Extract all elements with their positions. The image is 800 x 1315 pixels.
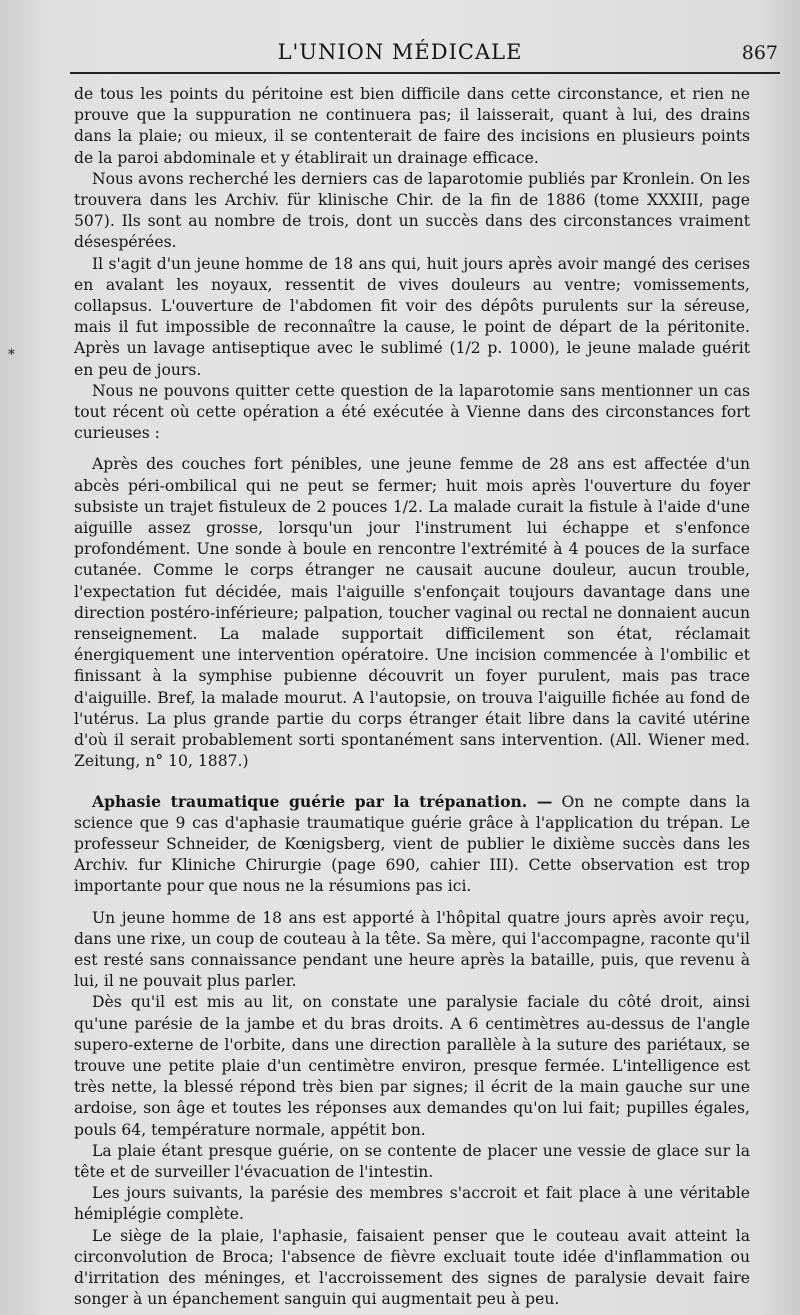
paragraph-9: La plaie étant presque guérie, on se contente de placer une vessie de glace sur la tête et de surveiller l'évacuation de l'intestin.	[74, 1141, 750, 1181]
running-title: L'UNION MÉDICALE	[277, 40, 523, 64]
paragraph-6-text: On ne compte dans la science que 9 cas d'aphasie traumatique guérie grâce à l'application du trépan. Le professeur Schneider, de Kœnigsberg, vient de publier le dixième succès dans les Archiv. fur Kliniche Chirurgie (page 690, cahier III). Cette observation est trop importante pour que nous ne la résumions pas ici.	[74, 792, 751, 896]
paragraph-4: Nous ne pouvons quitter cette question de la laparotomie sans mentionner un cas tout récent où cette opération a été exécutée à Vienne dans des circonstances fort curieuses :	[74, 381, 750, 443]
page-number: 867	[741, 42, 778, 64]
paragraph-2: Nous avons recherché les derniers cas de laparotomie publiés par Kronlein. On les trouvera dans les Archiv. für klinische Chir. de la fin de 1886 (tome XXXIII, page 507). Ils sont au nombre de trois, dont un succès dans des circonstances vraiment désespérées.	[74, 169, 750, 252]
page-header	[0, 36, 800, 70]
section-heading: Aphasie traumatique guérie par la trépanation. —	[92, 791, 553, 811]
article-body	[74, 84, 750, 1310]
paragraph-5: Après des couches fort pénibles, une jeune femme de 28 ans est affectée d'un abcès péri-ombilical qui ne peut se fermer; huit mois après l'ouverture du foyer subsiste un trajet fistuleux de 2 pouces 1/2. La malade curait la fistule à l'aide d'une aiguille assez grosse, lorsqu'un jour l'instrument lui échappe et s'enfonce profondément. Une sonde à boule en rencontre l'extrémité à 4 pouces de la surface cutanée. Comme le corps étranger ne causait aucune douleur, aucun trouble, l'expectation fut décidée, mais l'aiguille s'enfonçait toujours davantage dans une direction postéro-inférieure; palpation, toucher vaginal ou rectal ne donnaient aucun renseignement. La malade supportait difficilement son état, réclamait énergiquement une intervention opératoire. Une incision commencée à l'ombilic et finissant à la symphise pubienne découvrit un foyer purulent, mais pas trace d'aiguille. Bref, la malade mourut. A l'autopsie, on trouva l'aiguille fichée au fond de l'utérus. La plus grande partie du corps étranger était libre dans la cavité utérine d'où il serait probablement sorti spontanément sans intervention. (All. Wiener med. Zeitung, n° 10, 1887.)	[74, 455, 750, 771]
paragraph-3: Il s'agit d'un jeune homme de 18 ans qui, huit jours après avoir mangé des cerises en avalant les noyaux, ressentit de vives douleurs au ventre; vomissements, collapsus. L'ouverture de l'abdomen fit voir des dépôts purulents sur la séreuse, mais il fut impossible de reconnaître la cause, le point de départ de la péritonite. Après un lavage antiseptique avec le sublimé (1/2 p. 1000), le jeune malade guérit en peu de jours.	[74, 254, 750, 379]
paragraph-11: Le siège de la plaie, l'aphasie, faisaient penser que le couteau avait atteint la circonvolution de Broca; l'absence de fièvre excluait toute idée d'inflammation ou d'irritation des méninges, et l'accroissement des signes de paralysie devait faire songer à un épanchement sanguin qui augmentait peu à peu.	[74, 1226, 750, 1309]
paragraph-10: Les jours suivants, la parésie des membres s'accroit et fait place à une véritable hémiplégie complète.	[74, 1184, 750, 1224]
paragraph-8: Dès qu'il est mis au lit, on constate une paralysie faciale du côté droit, ainsi qu'une parésie de la jambe et du bras droits. A 6 centimètres au-dessus de l'angle supero-externe de l'orbite, dans une direction parallèle à la suture des pariétaux, se trouve une petite plaie d'un centimètre environ, presque fermée. L'intelligence est très nette, la blessé répond très bien par signes; il écrit de la main gauche sur une ardoise, son âge et toutes les réponses aux demandes qu'on lui fait; pupilles égales, pouls 64, température normale, appétit bon.	[74, 993, 750, 1139]
margin-mark: *	[8, 347, 15, 363]
paragraph-7: Un jeune homme de 18 ans est apporté à l'hôpital quatre jours après avoir reçu, dans une rixe, un coup de couteau à la tête. Sa mère, qui l'accompagne, raconte qu'il est resté sans connaissance pendant une heure après la bataille, puis, que revenu à lui, il ne pouvait plus parler.	[74, 908, 750, 991]
paragraph-1: de tous les points du péritoine est bien difficile dans cette circonstance, et rien ne prouve que la suppuration ne continuera pas; il laisserait, quant à lui, des drains dans la plaie; ou mieux, il se contenterait de faire des incisions en plusieurs points de la paroi abdominale et y établirait un drainage efficace.	[74, 85, 750, 167]
header-rule	[70, 72, 780, 74]
paragraph-6	[74, 791, 750, 898]
